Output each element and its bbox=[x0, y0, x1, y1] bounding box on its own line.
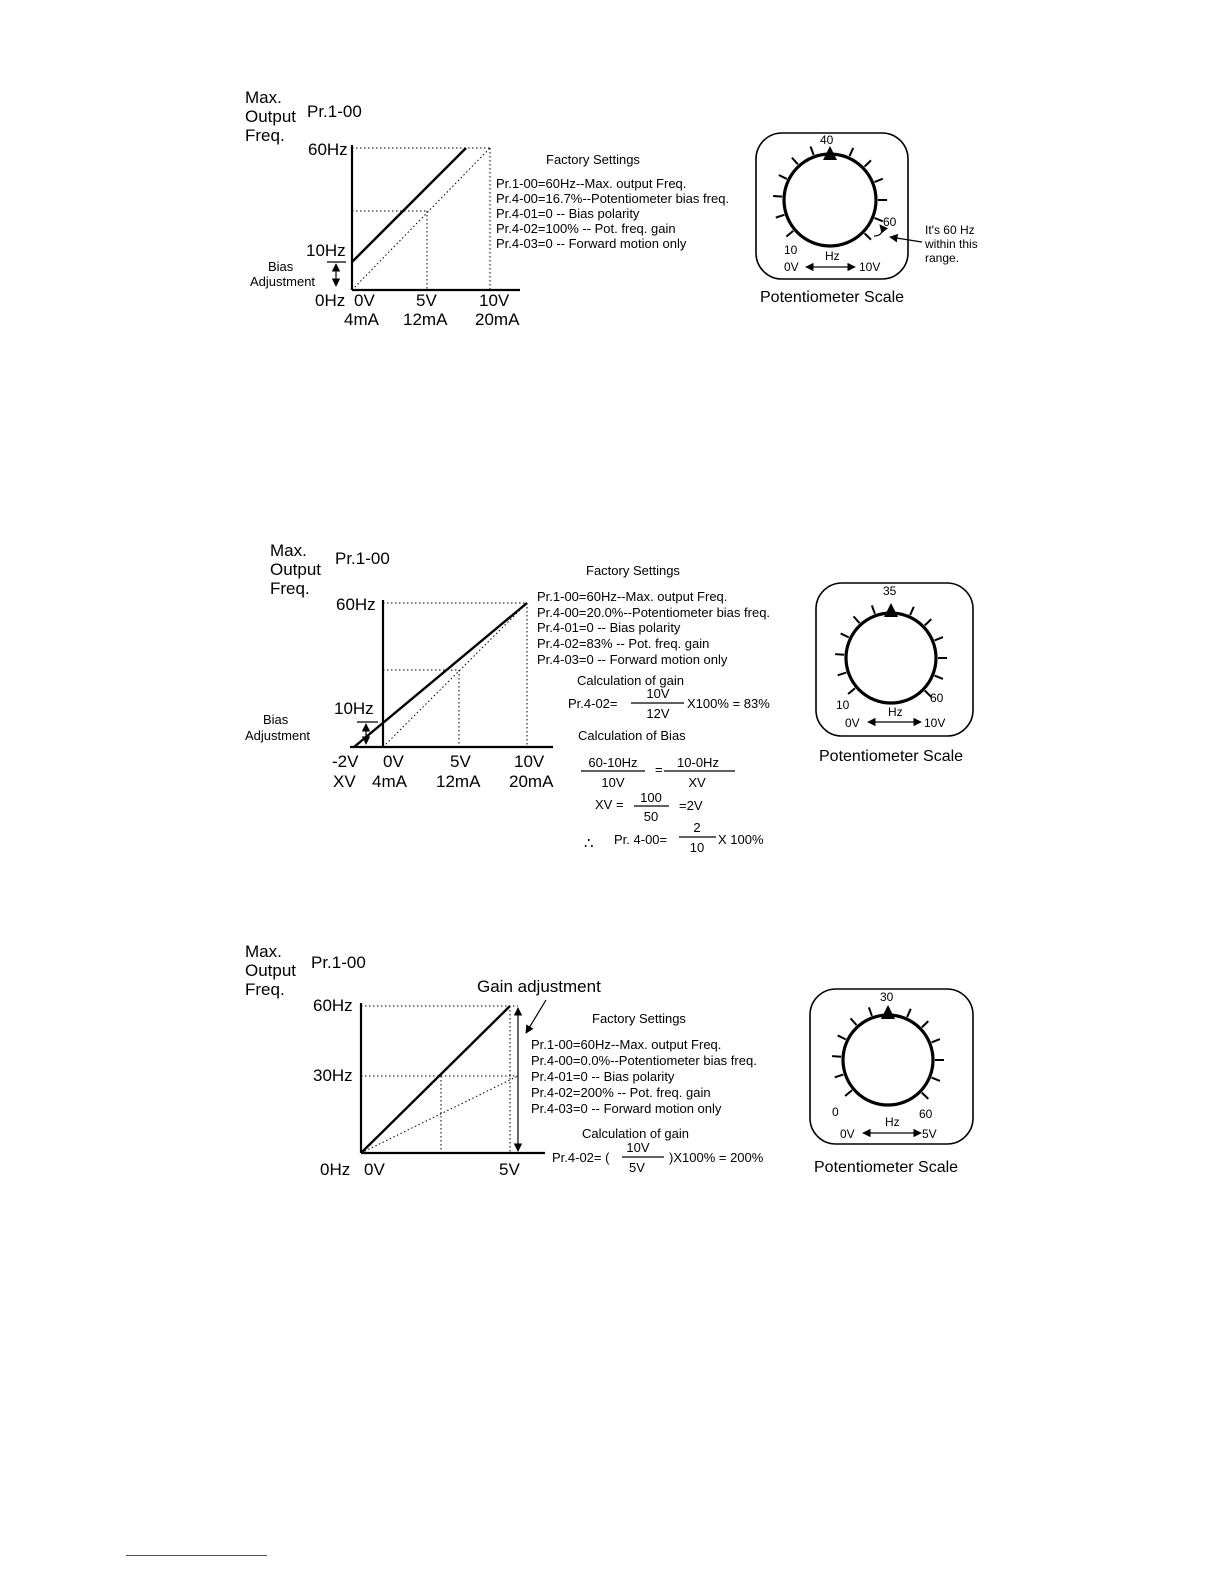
output-curve bbox=[354, 603, 527, 747]
dial-top-value: 30 bbox=[880, 990, 894, 1004]
scale-caption: Potentiometer Scale bbox=[814, 1159, 959, 1176]
gain-calc-denominator: 12V bbox=[646, 706, 670, 721]
pr-denominator: 10 bbox=[689, 840, 705, 855]
dial-tick bbox=[875, 218, 883, 221]
param-label: Pr.1-00 bbox=[335, 549, 390, 568]
y-axis-label-line3: Freq. bbox=[245, 980, 285, 999]
gain-calc-title: Calculation of gain bbox=[577, 673, 684, 688]
dial-v-right: 10V bbox=[924, 716, 946, 730]
dial-top-value: 40 bbox=[820, 133, 834, 147]
gain-calc-numerator: 10V bbox=[646, 686, 670, 701]
y-axis-label-line1: Max. bbox=[245, 942, 282, 961]
dial-tick bbox=[835, 654, 844, 655]
gain-adjustment-label: Gain adjustment bbox=[477, 977, 601, 996]
freq-60hz-label: 60Hz bbox=[313, 996, 353, 1015]
dial-unit: Hz bbox=[825, 249, 840, 263]
gain-adjustment-arrow bbox=[526, 1000, 546, 1033]
dial-tick bbox=[792, 158, 798, 165]
dial-v-right: 5V bbox=[922, 1127, 937, 1141]
dial-v-left: 0V bbox=[840, 1127, 855, 1141]
y-axis-label-line1: Max. bbox=[245, 88, 282, 107]
setting-line: Pr.4-03=0 -- Forward motion only bbox=[531, 1101, 722, 1116]
bias-calc-title: Calculation of Bias bbox=[578, 728, 686, 743]
dial-left-value: 10 bbox=[784, 243, 798, 257]
gain-calc-suffix: X100% = 83% bbox=[687, 696, 770, 711]
potentiometer-dial bbox=[846, 613, 936, 703]
bias-calc-f2-den: XV bbox=[688, 775, 706, 790]
dial-left-value: 10 bbox=[836, 698, 850, 712]
bias-calc-f1-num: 60-10Hz bbox=[588, 755, 638, 770]
dial-tick bbox=[935, 637, 943, 640]
note-line1: It's 60 Hz bbox=[925, 223, 975, 237]
x-label-10v: 10V bbox=[479, 291, 510, 310]
setting-line: Pr.4-02=100% -- Pot. freq. gain bbox=[496, 221, 676, 236]
note-line3: range. bbox=[925, 251, 960, 265]
diagram-1 bbox=[245, 88, 978, 329]
dial-tick bbox=[779, 175, 787, 179]
setting-line: Pr.4-00=0.0%--Potentiometer bias freq. bbox=[531, 1053, 757, 1068]
dial-tick bbox=[869, 1007, 872, 1015]
dial-right-value: 60 bbox=[919, 1107, 933, 1121]
gain-calc-prefix: Pr.4-02= ( bbox=[552, 1150, 610, 1165]
settings-title: Factory Settings bbox=[546, 152, 640, 167]
bias-calc-f2-num: 10-0Hz bbox=[677, 755, 719, 770]
x-label-10v: 10V bbox=[514, 752, 545, 771]
dial-tick bbox=[935, 676, 943, 679]
dial-tick bbox=[773, 196, 782, 197]
diagram-2 bbox=[245, 541, 973, 855]
gain-calc-title: Calculation of gain bbox=[582, 1126, 689, 1141]
xv-numerator: 100 bbox=[640, 790, 662, 805]
dial-tick bbox=[850, 148, 854, 156]
bias-label-line2: Adjustment bbox=[250, 274, 316, 289]
bias-label-line1: Bias bbox=[263, 712, 289, 727]
y-axis-label-line2: Output bbox=[270, 560, 322, 579]
x-label-12ma: 12mA bbox=[403, 310, 448, 329]
output-curve bbox=[352, 148, 466, 262]
dial-tick bbox=[865, 233, 871, 239]
setting-line: Pr.4-02=83% -- Pot. freq. gain bbox=[537, 636, 710, 651]
dial-tick bbox=[910, 607, 914, 615]
setting-line: Pr.4-02=200% -- Pot. freq. gain bbox=[531, 1085, 711, 1100]
dial-pointer bbox=[884, 603, 898, 617]
gain-calc-denominator: 5V bbox=[629, 1160, 645, 1175]
x-label-xv: XV bbox=[333, 772, 356, 791]
dial-tick bbox=[925, 619, 931, 625]
dial-tick bbox=[838, 673, 847, 676]
setting-line: Pr.4-01=0 -- Bias polarity bbox=[537, 620, 681, 635]
therefore-symbol: ∴ bbox=[584, 835, 594, 852]
freq-60hz-label: 60Hz bbox=[336, 595, 376, 614]
dial-tick bbox=[845, 1090, 852, 1096]
x-label-4ma: 4mA bbox=[372, 772, 407, 791]
pr-prefix: Pr. 4-00= bbox=[614, 832, 668, 847]
reference-line bbox=[361, 1076, 518, 1153]
setting-line: Pr.4-01=0 -- Bias polarity bbox=[531, 1069, 675, 1084]
x-label-0v: 0V bbox=[354, 291, 375, 310]
note-line2: within this bbox=[925, 237, 978, 251]
x-label-20ma: 20mA bbox=[475, 310, 520, 329]
setting-line: Pr.1-00=60Hz--Max. output Freq. bbox=[531, 1037, 722, 1052]
dial-tick bbox=[865, 160, 871, 166]
dial-tick bbox=[872, 605, 875, 613]
bias-label-line2: Adjustment bbox=[245, 728, 311, 743]
setting-line: Pr.4-03=0 -- Forward motion only bbox=[496, 236, 687, 251]
settings-title: Factory Settings bbox=[586, 563, 680, 578]
y-axis-label-line2: Output bbox=[245, 961, 297, 980]
y-axis-label-line3: Freq. bbox=[245, 126, 285, 145]
dial-v-right: 10V bbox=[859, 260, 881, 274]
dial-tick bbox=[932, 1078, 940, 1081]
x-label-neg2v: -2V bbox=[332, 752, 359, 771]
bias-calc-f1-den: 10V bbox=[601, 775, 625, 790]
y-axis-label-line1: Max. bbox=[270, 541, 307, 560]
setting-line: Pr.1-00=60Hz--Max. output Freq. bbox=[537, 589, 728, 604]
bias-label-line1: Bias bbox=[268, 259, 294, 274]
pr-numerator: 2 bbox=[693, 820, 701, 835]
potentiometer-dial bbox=[843, 1015, 933, 1105]
dial-tick bbox=[907, 1009, 911, 1017]
dial-tick bbox=[854, 616, 860, 623]
dial-tick bbox=[835, 1075, 844, 1078]
gain-calc-prefix: Pr.4-02= bbox=[568, 696, 618, 711]
freq-60hz-label: 60Hz bbox=[308, 140, 348, 159]
dial-tick bbox=[932, 1039, 940, 1042]
dial-unit: Hz bbox=[888, 705, 903, 719]
gain-calc-numerator: 10V bbox=[626, 1140, 650, 1155]
freq-0hz-label: 0Hz bbox=[315, 291, 346, 310]
footer-link-underline[interactable] bbox=[126, 1555, 267, 1556]
diagram-3 bbox=[245, 942, 973, 1179]
x-label-20ma: 20mA bbox=[509, 772, 554, 791]
dial-left-value: 0 bbox=[832, 1105, 839, 1119]
pr-suffix: X 100% bbox=[718, 832, 764, 847]
x-label-5v: 5V bbox=[499, 1160, 520, 1179]
setting-line: Pr.1-00=60Hz--Max. output Freq. bbox=[496, 176, 687, 191]
dial-tick bbox=[776, 215, 785, 218]
dial-pointer bbox=[881, 1005, 895, 1019]
x-label-12ma: 12mA bbox=[436, 772, 481, 791]
scale-caption: Potentiometer Scale bbox=[819, 748, 964, 765]
param-label: Pr.1-00 bbox=[307, 102, 362, 121]
dial-tick bbox=[811, 146, 814, 154]
x-label-0v: 0V bbox=[364, 1160, 385, 1179]
dial-v-left: 0V bbox=[784, 260, 799, 274]
dial-tick bbox=[832, 1056, 841, 1057]
freq-0hz-label: 0Hz bbox=[320, 1160, 351, 1179]
xv-prefix: XV = bbox=[595, 797, 624, 812]
xv-denominator: 50 bbox=[643, 809, 659, 824]
xv-suffix: =2V bbox=[679, 798, 703, 813]
potentiometer-dial bbox=[784, 154, 876, 246]
y-axis-label-line2: Output bbox=[245, 107, 297, 126]
setting-line: Pr.4-00=16.7%--Potentiometer bias freq. bbox=[496, 191, 730, 206]
setting-line: Pr.4-00=20.0%--Potentiometer bias freq. bbox=[537, 605, 771, 620]
freq-10hz-label: 10Hz bbox=[306, 241, 346, 260]
setting-line: Pr.4-01=0 -- Bias polarity bbox=[496, 206, 640, 221]
dial-tick bbox=[851, 1018, 857, 1025]
dial-v-left: 0V bbox=[845, 716, 860, 730]
freq-10hz-label: 10Hz bbox=[334, 699, 374, 718]
dial-tick bbox=[875, 179, 883, 182]
settings-title: Factory Settings bbox=[592, 1011, 686, 1026]
setting-line: Pr.4-03=0 -- Forward motion only bbox=[537, 652, 728, 667]
x-label-5v: 5V bbox=[450, 752, 471, 771]
x-label-5v: 5V bbox=[416, 291, 437, 310]
reference-line bbox=[383, 603, 527, 747]
dial-right-value: 60 bbox=[930, 691, 944, 705]
freq-30hz-label: 30Hz bbox=[313, 1066, 353, 1085]
dial-unit: Hz bbox=[885, 1115, 900, 1129]
x-label-0v: 0V bbox=[383, 752, 404, 771]
reference-line bbox=[352, 148, 490, 290]
y-axis-label-line3: Freq. bbox=[270, 579, 310, 598]
output-curve bbox=[361, 1006, 510, 1153]
param-label: Pr.1-00 bbox=[311, 953, 366, 972]
dial-tick bbox=[848, 688, 855, 694]
note-arrow bbox=[890, 237, 922, 242]
dial-tick bbox=[786, 231, 793, 237]
x-label-4ma: 4mA bbox=[344, 310, 379, 329]
dial-top-value: 35 bbox=[883, 584, 897, 598]
dial-tick bbox=[838, 1035, 846, 1039]
dial-tick bbox=[922, 1021, 928, 1027]
dial-tick bbox=[841, 633, 849, 637]
dial-right-value: 60 bbox=[883, 215, 897, 229]
gain-calc-suffix: )X100% = 200% bbox=[669, 1150, 764, 1165]
range-curl-arrow bbox=[874, 225, 882, 236]
bias-calc-eq: = bbox=[655, 762, 663, 777]
scale-caption: Potentiometer Scale bbox=[760, 289, 905, 306]
dial-tick bbox=[922, 1093, 928, 1099]
